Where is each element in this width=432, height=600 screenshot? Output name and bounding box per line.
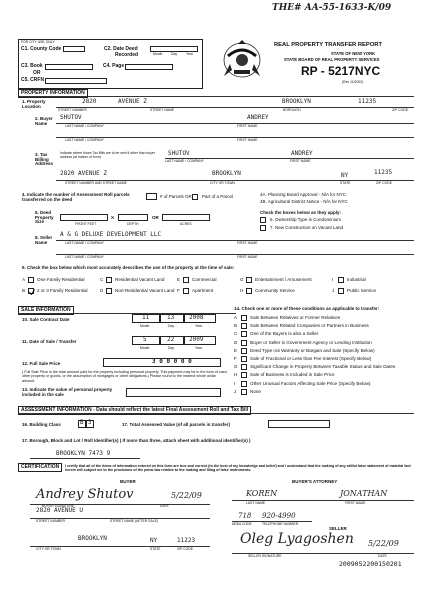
page-label: C4. Page: [103, 63, 125, 69]
roll-identifier-label: 17. Borough, Block and Lot / Roll Identifier(s) ( If more than three, attach sheet with additional identifier(s) ): [22, 438, 251, 443]
caption-seller-signature: SELLER SIGNATURE: [248, 554, 282, 558]
caption-tax-last: LAST NAME / COMPANY: [165, 159, 204, 163]
tax-city: BROOKLYN: [212, 170, 241, 177]
caption-buyer-signature: BUYER SIGNATURE: [42, 504, 75, 508]
crfn-label: C5. CRFN: [21, 77, 45, 83]
contract-day: 13: [167, 314, 175, 321]
month-caption: Month: [153, 52, 163, 56]
sale-contract-label: 10. Sale Contract Date: [22, 317, 70, 322]
seller-last-name: A & G DELUXE DEVELOPMENT LLC: [60, 231, 162, 238]
condition-checkbox-i[interactable]: [241, 381, 247, 387]
caption-last-name: LAST NAME / COMPANY: [65, 124, 104, 128]
condition-checkbox-j[interactable]: [241, 389, 247, 395]
part-of-parcel-label: Part of a Parcel: [202, 194, 234, 199]
condition-label-b: Sale Between Related Companies or Partners in Business: [250, 323, 369, 329]
buyer-line-2: [56, 137, 414, 138]
seller-line-1: [56, 240, 414, 241]
use-checkbox-c[interactable]: [106, 277, 112, 283]
state-seal-icon: [220, 40, 264, 80]
depth-field[interactable]: [118, 214, 148, 221]
use-checkbox-f[interactable]: [183, 288, 189, 294]
caption-street-after-sale: STREET NAME (AFTER SALE): [110, 519, 158, 523]
book-label: C3. Book: [21, 63, 43, 69]
day-caption: Day: [171, 52, 178, 56]
attorney-phone: 920-4990: [262, 512, 296, 520]
agricultural-notice: 4B. Agricultural District Notice - N/A for NYC: [260, 199, 348, 204]
tax-billing-label: 3. Tax Billing Address: [35, 152, 54, 167]
personal-property-field[interactable]: [126, 388, 221, 397]
deed-size-label: 5. Deed Property Size: [35, 210, 54, 225]
condition-code-i: I: [234, 380, 236, 386]
buyer-line-1: [56, 123, 414, 124]
street-number: 2820: [82, 98, 97, 105]
sale-year: 2009: [189, 336, 204, 343]
planning-approval-note: 4A. Planning Board Approval - N/A for NYC: [260, 192, 347, 197]
building-class-1: B: [80, 419, 84, 426]
sale-date-label: 11. Date of Sale / Transfer: [22, 339, 77, 344]
condition-code-a: A: [234, 315, 238, 320]
tax-last-name: SHUTOV: [168, 150, 190, 157]
building-class-label: 16. Building Class: [22, 422, 61, 427]
certification-text: I certify that all of the items of information entered on this form are true and correct (to the best of my knowledge and belief) and I understand that the making of any willful false statement of material fact herein will subject me to the provisions of the penal law relative to the making and filing of false instruments.: [65, 464, 411, 473]
roll-identifier: BROOKLYN 7473 9: [56, 450, 111, 457]
condition-label-e: Deed Type not Warranty or Bargain and Sale (Specify Below): [250, 347, 375, 353]
seller-name-label: 8. Seller Name: [35, 235, 53, 245]
condition-label-j: None: [250, 388, 261, 394]
new-construction-label: 7. New Construction on Vacant Land: [270, 225, 343, 230]
sale-price: 3 0 0 0 0 0: [152, 358, 192, 365]
use-label-h: Community Service: [255, 288, 295, 293]
date-deed-label: C2. Date Deed: [104, 46, 138, 52]
condition-code-h: H: [234, 372, 238, 378]
caption-buyer-city: CITY OR TOWN: [36, 547, 61, 551]
condition-checkbox-e[interactable]: [241, 348, 247, 354]
state-name: STATE OF NEW YORK: [331, 51, 376, 56]
caption-acres: ACRES: [180, 222, 192, 226]
check-mark-icon: [29, 289, 35, 295]
buyer-last-name: SHUTOV: [60, 114, 82, 121]
caption-tax-state: STATE: [340, 181, 351, 185]
parcels-label: 4. Indicate the number of Assessment Roll parcels transferred on the deed: [22, 192, 130, 202]
caption-year-2: Year: [195, 346, 202, 350]
buyer-city: BROOKLYN: [78, 535, 107, 542]
front-feet-field[interactable]: [60, 214, 108, 221]
buyer-name-label: 2. Buyer Name: [35, 116, 53, 126]
street-name: AVENUE Z: [118, 98, 147, 105]
new-construction-checkbox[interactable]: [260, 225, 266, 231]
year-caption: Year: [186, 52, 193, 56]
buyers-attorney-heading: BUYER'S ATTORNEY: [292, 479, 338, 484]
tax-first-name: ANDREY: [291, 150, 313, 157]
caption-last-name-2: LAST NAME / COMPANY: [65, 138, 104, 142]
caption-seller-last: LAST NAME / COMPANY: [65, 241, 104, 245]
condition-checkbox-h[interactable]: [241, 372, 247, 378]
seller-date: 5/22/09: [368, 539, 399, 548]
use-label-d: Non-Residential Vacant Land: [115, 288, 175, 293]
caption-phone: TELEPHONE NUMBER: [262, 522, 299, 526]
seller-line-2: [56, 254, 414, 255]
part-of-parcel-checkbox[interactable]: [192, 194, 198, 200]
use-code-d: D: [100, 288, 104, 293]
form-number: RP - 5217NYC: [301, 64, 381, 78]
buyer-heading: BUYER: [120, 479, 136, 484]
roll-line: [30, 458, 140, 459]
sale-price-note: ( Full Sale Price is the total amount paid for the property including personal property. This payment may be in the form of cash, other property or goods, or the assumption of mortgages or other obligations.) Please round to the nearest whole dollar amount.: [22, 370, 228, 383]
zip-code: 11235: [358, 98, 377, 105]
buyer-date: 5/22/09: [171, 491, 202, 500]
use-checkbox-j[interactable]: [338, 288, 344, 294]
form-title: REAL PROPERTY TRANSFER REPORT: [274, 42, 383, 48]
assessed-value-field[interactable]: [268, 420, 330, 428]
caption-buyer-zip: ZIP CODE: [177, 547, 193, 551]
condominium-label: 6. Ownership Type is Condominium: [270, 217, 341, 222]
book-field[interactable]: [45, 64, 93, 70]
stamp-number: THE# AA-55-1633-K/09: [272, 3, 392, 13]
building-class-2: 3: [88, 419, 92, 426]
caption-seller-date: DATE: [378, 554, 387, 558]
parcels-count-field[interactable]: [146, 193, 157, 200]
contract-year: 2008: [189, 314, 204, 321]
use-label-g: Entertainment / Amusement: [255, 277, 312, 282]
buyer-street: 2820 AVENUE U: [36, 507, 83, 514]
county-code-label: C1. County Code: [21, 46, 62, 52]
city-use-title: FOR CITY USE ONLY: [21, 40, 55, 44]
use-code-c: C: [100, 277, 104, 282]
property-section-header: PROPERTY INFORMATION: [18, 89, 88, 98]
condition-code-d: D: [234, 339, 238, 345]
caption-area-code: AREA CODE: [232, 522, 252, 526]
caption-tax-zip: ZIP CODE: [376, 181, 392, 185]
attorney-area-code: 718: [238, 512, 252, 520]
use-code-a: A: [22, 277, 26, 282]
condition-label-g: Significant Change in Property Between Taxable Status and Sale Dates: [250, 364, 396, 370]
caption-seller-last-2: LAST NAME / COMPANY: [65, 255, 104, 259]
caption-month-2: Month: [140, 346, 150, 350]
use-code-g: G: [240, 277, 244, 282]
tax-state: NY: [341, 172, 349, 179]
condition-label-a: Sale Between Relatives or Former Relatives: [250, 315, 341, 320]
use-checkbox-a[interactable]: [28, 277, 34, 283]
caption-buyer-date: DATE: [160, 504, 169, 508]
use-code-j: J: [332, 288, 335, 293]
serial-number: 2009052200150201: [339, 560, 402, 568]
use-code-e: E: [177, 277, 181, 282]
caption-depth: DEPTH: [127, 222, 139, 226]
caption-tax-city: CITY OR TOWN: [210, 181, 235, 185]
caption-street-num: STREET NUMBER: [36, 519, 65, 523]
use-label-j: Public Service: [347, 288, 377, 293]
use-label-b: 2 or 3 Family Residential: [37, 288, 88, 293]
caption-seller-first-2: FIRST NAME: [237, 255, 258, 259]
conditions-title: 14. Check one or more of these conditions as applicable to transfer:: [234, 306, 380, 311]
condition-checkbox-a[interactable]: [241, 315, 247, 321]
use-label-i: Industrial: [347, 277, 366, 282]
form-revision: (Rev 11/2002): [342, 80, 364, 84]
tax-zip: 11235: [374, 169, 393, 176]
condition-checkbox-c[interactable]: [241, 331, 247, 337]
property-location-label: 1. Property Location: [22, 99, 46, 109]
sale-section-header: SALE INFORMATION: [18, 306, 74, 315]
personal-property-label: 13. Indicate the value of personal property included in the sale: [22, 387, 113, 397]
caption-attorney-first: FIRST NAME: [345, 501, 366, 505]
recorded-label: Recorded: [115, 52, 139, 58]
board-name: STATE BOARD OF REAL PROPERTY SERVICES: [284, 57, 380, 62]
caption-first-name: FIRST NAME: [237, 124, 258, 128]
caption-front-feet: FRONT FEET: [75, 222, 97, 226]
or-label: OR: [33, 70, 41, 76]
buyer-signature: Andrey Shutov: [36, 487, 134, 502]
condition-label-f: Sale of Fractional or Less than Fee Interest (Specify Below): [250, 356, 372, 361]
divider: [18, 96, 414, 97]
assessment-section-header: ASSESSMENT INFORMATION - Data should reflect the latest Final Assessment Roll and Tax Bill: [18, 406, 251, 415]
sale-day: 22: [167, 336, 175, 343]
use-checkbox-h[interactable]: [246, 288, 252, 294]
caption-month: Month: [140, 324, 150, 328]
use-label-c: Residential Vacant Land: [115, 277, 165, 282]
tax-street: 2820 AVENUE Z: [60, 170, 107, 177]
caption-street-number: STREET NUMBER: [58, 108, 87, 112]
use-code-i: I: [332, 277, 334, 282]
seller-heading: SELLER: [329, 526, 347, 531]
condition-code-c: C: [234, 331, 238, 337]
use-code-f: F: [177, 288, 180, 293]
times-label: X: [111, 215, 115, 220]
caption-day-2: Day: [168, 346, 175, 350]
condition-label-h: Sale of Business is Included in Sale Price: [250, 372, 335, 378]
county-code-field[interactable]: [63, 46, 85, 52]
seller-signature: Oleg Lyagoshen: [240, 531, 354, 547]
check-boxes-title: Check the boxes below as they apply:: [260, 210, 342, 215]
condition-checkbox-b[interactable]: [241, 323, 247, 329]
condition-label-c: One of the Buyers is also a Seller: [250, 331, 319, 337]
attorney-last-name: KOREN: [246, 489, 278, 498]
condominium-checkbox[interactable]: [260, 217, 266, 223]
sale-month: 5: [143, 336, 147, 343]
property-line: [56, 107, 414, 108]
condition-label-d: Buyer or Seller is Government Agency or Lending Institution: [250, 339, 372, 345]
condition-label-i: Other Unusual Factors Affecting Sale Price (Specify Below): [250, 380, 371, 386]
attorney-first-name: JONATHAN: [340, 489, 388, 498]
property-use-title: 9. Check the box below which most accurately describes the use of the property at the time of sale:: [22, 265, 235, 270]
sale-price-label: 12. Full Sale Price: [22, 361, 61, 366]
use-code-h: H: [240, 288, 244, 293]
contract-month: 11: [142, 314, 150, 321]
buyer-zip: 11223: [177, 537, 196, 544]
buyer-first-name: ANDREY: [247, 114, 269, 121]
use-checkbox-d[interactable]: [106, 288, 112, 294]
acres-field[interactable]: [162, 214, 210, 221]
use-code-b: B: [22, 288, 26, 293]
tax-billing-note: Indicate where future Tax Bills are to be sent if other than buyer address (at bottom of form): [60, 151, 155, 159]
caption-street-name: STREET NAME: [150, 108, 175, 112]
parcels-or-label: # of Parcels OR: [160, 194, 192, 199]
buyer-state: NY: [150, 537, 158, 544]
caption-borough: BOROUGH: [283, 108, 301, 112]
caption-first-name-2: FIRST NAME: [237, 138, 258, 142]
use-checkbox-i[interactable]: [338, 277, 344, 283]
caption-year: Year: [195, 324, 202, 328]
use-label-a: One Family Residential: [37, 277, 85, 282]
divider: [18, 413, 414, 414]
condition-code-j: J: [234, 388, 237, 394]
use-label-f: Apartment: [192, 288, 214, 293]
borough: BROOKLYN: [282, 98, 311, 105]
condition-checkbox-g[interactable]: [241, 364, 247, 370]
caption-tax-addr: STREET NUMBER AND STREET NAME: [65, 181, 127, 185]
certification-section-header: CERTIFICATION: [18, 463, 62, 472]
use-checkbox-b[interactable]: [28, 288, 34, 294]
caption-tax-first: FIRST NAME: [290, 159, 311, 163]
use-label-e: Commercial: [192, 277, 217, 282]
caption-zip: ZIP CODE: [392, 108, 408, 112]
condition-code-b: B: [234, 323, 238, 329]
or-label-2: OR: [152, 215, 159, 220]
condition-code-g: G: [234, 364, 238, 370]
caption-day: Day: [168, 324, 175, 328]
condition-checkbox-d[interactable]: [241, 340, 247, 346]
crfn-field[interactable]: [45, 78, 107, 84]
condition-checkbox-f[interactable]: [241, 356, 247, 362]
condition-code-e: E: [234, 347, 238, 353]
caption-buyer-state: STATE: [150, 547, 161, 551]
caption-attorney-last: LAST NAME: [246, 501, 266, 505]
condition-code-f: F: [234, 356, 237, 361]
page-field[interactable]: [125, 64, 173, 70]
use-checkbox-e[interactable]: [183, 277, 189, 283]
caption-seller-first: FIRST NAME: [237, 241, 258, 245]
assessed-value-label: 17. Total Assessed Value (of all parcels in transfer): [122, 422, 231, 427]
use-checkbox-g[interactable]: [246, 277, 252, 283]
